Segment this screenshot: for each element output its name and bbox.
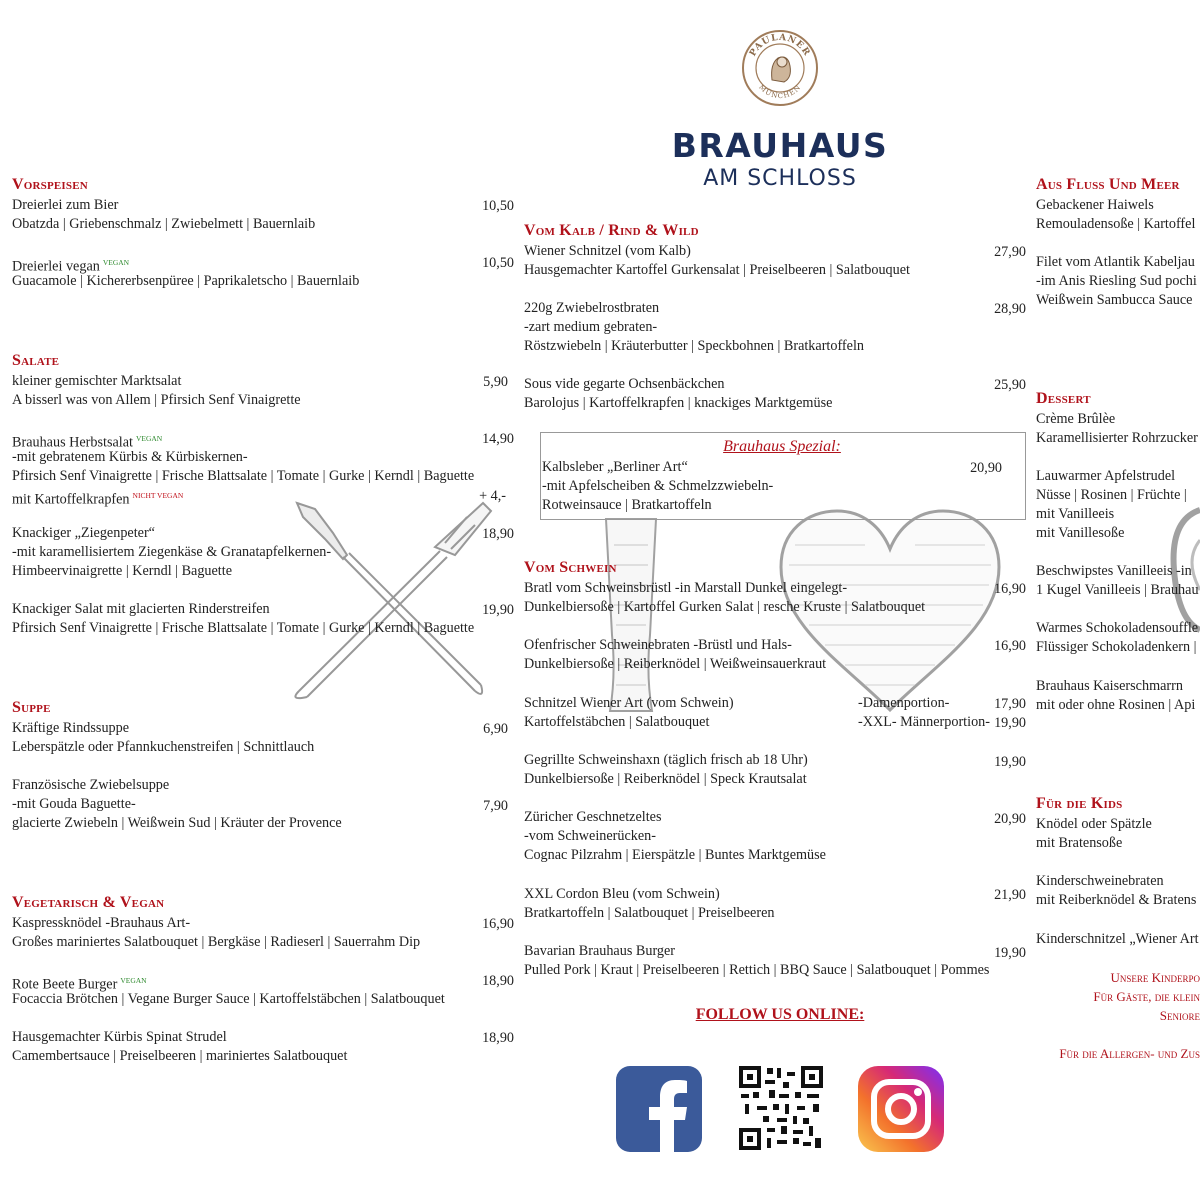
dish-price: 16,90 [482, 916, 514, 932]
dish-desc: -mit gebratenem Kürbis & Kürbiskernen- [12, 449, 248, 465]
allergen-note: Für die Allergen- und Zus [1059, 1046, 1200, 1061]
dish-desc: Pfirsich Senf Vinaigrette | Frische Blattsalate | Tomate | Gurke | Kerndl | Baguette [12, 468, 475, 484]
dish-desc: glacierte Zwiebeln | Weißwein Sud | Kräuter der Provence [12, 815, 342, 831]
dish-price: 17,90 [994, 696, 1026, 712]
dish-name: Kaspressknödel -Brauhaus Art- [12, 915, 191, 931]
portion-option: -Damenportion- [858, 695, 950, 711]
dish-desc: Großes mariniertes Salatbouquet | Bergkäse | Radieserl | Sauerrahm Dip [12, 934, 421, 950]
section-vegetarisch: Vegetarisch & Vegan [12, 894, 165, 911]
dish-name: Ofenfrischer Schweinebraten -Brüstl und Hals- [524, 637, 792, 653]
dish-desc: Bratkartoffeln | Salatbouquet | Preiselbeeren [524, 905, 775, 921]
dish-desc: Pulled Pork | Kraut | Preiselbeeren | Rettich | BBQ Sauce | Salatbouquet | Pommes [524, 962, 990, 978]
dish-desc: mit Bratensoße [1036, 835, 1123, 851]
dish-name: Crème Brûlèe [1036, 411, 1116, 427]
spezial-title: Brauhaus Spezial: [723, 438, 841, 455]
dish-price: 21,90 [994, 887, 1026, 903]
dish-desc: -mit karamellisiertem Ziegenkäse & Granatapfelkernen- [12, 544, 332, 560]
facebook-icon[interactable] [616, 1066, 702, 1152]
kids-note-line: Für Gäste, die klein [1093, 989, 1200, 1004]
dish-name: Gebackener Haiwels [1036, 197, 1154, 213]
section-dessert: Dessert [1036, 390, 1091, 407]
dish-name: Französische Zwiebelsuppe [12, 777, 170, 793]
svg-text:PAULANER [748, 33, 812, 59]
dish-desc: A bisserl was von Allem | Pfirsich Senf Vinaigrette [12, 392, 301, 408]
dish-extra-price: + 4,- [479, 488, 506, 504]
dish-desc: Dunkelbiersoße | Reiberknödel | Weißweinsauerkraut [524, 656, 827, 672]
dish-desc: Flüssiger Schokoladenkern | [1036, 639, 1197, 655]
follow-us-heading: FOLLOW US ONLINE: [695, 1006, 865, 1023]
dish-price: 28,90 [994, 301, 1026, 317]
dish-name: Filet vom Atlantik Kabeljau [1036, 254, 1195, 270]
dish-name: Knackiger Salat mit glacierten Rinderstreifen [12, 601, 270, 617]
dish-desc: Dunkelbiersoße | Kartoffel Gurken Salat | resche Kruste | Salatbouquet [524, 599, 926, 615]
dish-name: Rote Beete Burger $^{VEGAN}$ [12, 976, 147, 993]
kids-note-line: Unsere Kinderpo [1110, 970, 1200, 985]
kids-note-line: Seniore [1159, 1008, 1200, 1023]
dish-price: 6,90 [483, 721, 508, 737]
dish-price: 20,90 [994, 811, 1026, 827]
dish-price: 19,90 [994, 945, 1026, 961]
dish-price: 18,90 [482, 526, 514, 542]
dish-price: 14,90 [482, 431, 514, 447]
dish-name: Beschwipstes Vanilleeis -in [1036, 563, 1192, 579]
dish-price: 16,90 [994, 581, 1026, 597]
dish-name: Knackiger „Ziegenpeter“ [12, 525, 155, 541]
section-fluss-meer: Aus Fluss Und Meer [1036, 176, 1180, 193]
dish-desc: Hausgemachter Kartoffel Gurkensalat | Preiselbeeren | Salatbouquet [524, 262, 910, 278]
dish-desc: Camembertsauce | Preiselbeeren | mariniertes Salatbouquet [12, 1048, 348, 1064]
portion-option: -XXL- Männerportion- [858, 714, 990, 730]
dish-desc: -im Anis Riesling Sud pochi [1036, 273, 1197, 289]
dish-name: kleiner gemischter Marktsalat [12, 373, 182, 389]
dish-desc: Weißwein Sambucca Sauce [1036, 292, 1193, 308]
dish-name: Kinderschweinebraten [1036, 873, 1164, 889]
vegan-tag: VEGAN [135, 434, 163, 443]
dish-name: Bavarian Brauhaus Burger [524, 943, 676, 959]
dish-desc: mit Kartoffelkrapfen $^{NICHT VEGAN}$ [12, 491, 184, 508]
dish-name: Bratl vom Schweinsbrüstl -in Marstall Dunkel eingelegt- [524, 580, 848, 596]
dish-name: Hausgemachter Kürbis Spinat Strudel [12, 1029, 227, 1045]
dish-desc: Barolojus | Kartoffelkrapfen | knackiges Marktgemüse [524, 395, 833, 411]
dish-desc: Focaccia Brötchen | Vegane Burger Sauce | Kartoffelstäbchen | Salatbouquet [12, 991, 445, 1007]
dish-desc: -mit Apfelscheiben & Schmelzzwiebeln- [542, 478, 774, 494]
dish-name: Schnitzel Wiener Art (vom Schwein) [524, 695, 734, 711]
dish-name: Gegrillte Schweinshaxn (täglich frisch ab 18 Uhr) [524, 752, 808, 768]
dish-desc: Obatzda | Griebenschmalz | Zwiebelmett | Bauernlaib [12, 216, 316, 232]
dish-desc: -zart medium gebraten- [524, 319, 658, 335]
dish-desc: mit oder ohne Rosinen | Api [1036, 697, 1196, 713]
section-suppe: Suppe [12, 699, 51, 716]
dish-price: 25,90 [994, 377, 1026, 393]
section-vorspeisen: Vorspeisen [12, 176, 88, 193]
dish-desc: mit Vanilleeis [1036, 506, 1115, 522]
dish-price: 20,90 [970, 460, 1002, 476]
dish-name: Züricher Geschnetzeltes [524, 809, 662, 825]
dish-desc: Dunkelbiersoße | Reiberknödel | Speck Krautsalat [524, 771, 807, 787]
dish-price: 7,90 [483, 798, 508, 814]
dish-desc: Cognac Pilzrahm | Eierspätzle | Buntes Marktgemüse [524, 847, 826, 863]
logo-bottom-text: MÜNCHEN [757, 83, 803, 101]
instagram-icon[interactable] [858, 1066, 944, 1152]
dish-price: 19,90 [482, 602, 514, 618]
dish-desc: Pfirsich Senf Vinaigrette | Frische Blattsalate | Tomate | Gurke | Kerndl | Baguette [12, 620, 475, 636]
paulaner-logo [740, 28, 820, 108]
section-kids: Für die Kids [1036, 795, 1123, 812]
dish-name: 220g Zwiebelrostbraten [524, 300, 660, 316]
dish-name: Warmes Schokoladensouffle [1036, 620, 1199, 636]
dish-name: Wiener Schnitzel (vom Kalb) [524, 243, 691, 259]
dish-price: 18,90 [482, 1030, 514, 1046]
dish-name: Lauwarmer Apfelstrudel [1036, 468, 1176, 484]
vegan-tag: VEGAN [120, 976, 147, 985]
dish-desc: Remouladensoße | Kartoffel [1036, 216, 1196, 232]
dish-name: Brauhaus Herbstsalat $^{VEGAN}$ [12, 434, 163, 451]
section-salate: Salate [12, 352, 60, 369]
vegan-tag: VEGAN [102, 258, 130, 267]
dish-price: 27,90 [994, 244, 1026, 260]
dish-desc: Guacamole | Kichererbsenpüree | Paprikaletscho | Bauernlaib [12, 273, 360, 289]
dish-price: 10,50 [482, 198, 514, 214]
logo-top-text: PAULANER [748, 32, 812, 59]
dish-desc: Karamellisierter Rohrzucker [1036, 430, 1198, 446]
dish-price: 18,90 [482, 973, 514, 989]
dish-price: 16,90 [994, 638, 1026, 654]
dish-name: Kalbsleber „Berliner Art“ [542, 459, 688, 475]
dish-desc: Nüsse | Rosinen | Früchte | [1036, 487, 1187, 503]
dish-desc: -mit Gouda Baguette- [12, 796, 136, 812]
dish-name: Kräftige Rindssuppe [12, 720, 130, 736]
dish-desc: 1 Kugel Vanilleeis | Brauhau [1036, 582, 1199, 598]
dish-name: Sous vide gegarte Ochsenbäckchen [524, 376, 725, 392]
dish-name: Brauhaus Kaiserschmarrn [1036, 678, 1183, 694]
brand-subtitle: AM SCHLOSS [703, 166, 857, 191]
dish-desc: mit Reiberknödel & Bratens [1036, 892, 1197, 908]
dish-name: Knödel oder Spätzle [1036, 816, 1152, 832]
dish-price: 10,50 [482, 255, 514, 271]
dish-desc: Leberspätzle oder Pfannkuchenstreifen | Schnittlauch [12, 739, 315, 755]
dish-price: 19,90 [994, 715, 1026, 731]
qr-code[interactable] [737, 1064, 825, 1152]
dish-desc: Rotweinsauce | Bratkartoffeln [542, 497, 712, 513]
section-schwein: Vom Schwein [524, 559, 617, 576]
dish-name: Dreierlei vegan $^{VEGAN}$ [12, 258, 130, 275]
dish-desc: -vom Schweinerücken- [524, 828, 656, 844]
dish-desc: Kartoffelstäbchen | Salatbouquet [524, 714, 710, 730]
brand-title: BRAUHAUS [671, 126, 889, 165]
dish-price: 19,90 [994, 754, 1026, 770]
dish-name: Kinderschnitzel „Wiener Art [1036, 931, 1199, 947]
section-kalb-rind-wild: Vom Kalb / Rind & Wild [524, 222, 699, 239]
not-vegan-tag: NICHT VEGAN [132, 491, 184, 500]
dish-desc: Himbeervinaigrette | Kerndl | Baguette [12, 563, 232, 579]
dish-name: Dreierlei zum Bier [12, 197, 119, 213]
dish-name: XXL Cordon Bleu (vom Schwein) [524, 886, 720, 902]
dish-price: 5,90 [483, 374, 508, 390]
dish-desc: Röstzwiebeln | Kräuterbutter | Speckbohnen | Bratkartoffeln [524, 338, 864, 354]
dish-desc: mit Vanillesoße [1036, 525, 1125, 541]
